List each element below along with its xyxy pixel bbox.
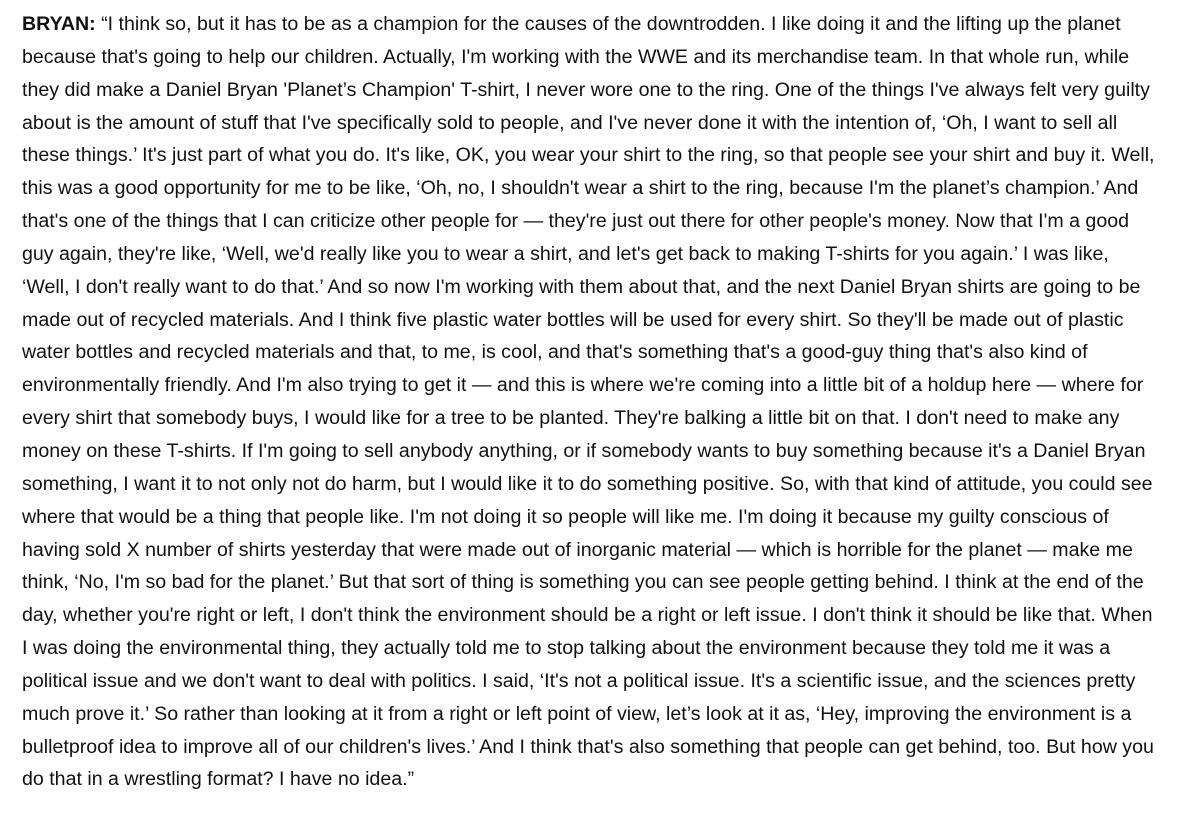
quote-text: “I think so, but it has to be as a champion for the causes of the downtrodden. I like doing it and the lifting up the planet because that's going to help our children. Actually, I'm working with the WWE and its merchandise team. In that whole run, while they did make a Daniel Bryan 'Planet’s Champion' T-shirt, I never wore one to the ring. One of the things I've always felt very guilty about is the amount of stuff that I've specifically sold to people, and I've never done it with the intention of, ‘Oh, I want to sell all these things.’ It's just part of what you do. It's like, OK, you wear your shirt to the ring, so that people see your shirt and buy it. Well, this was a good opportunity for me to be like, ‘Oh, no, I shouldn't wear a shirt to the ring, because I'm the planet’s champion.’ And that's one of the things that I can criticize other people for — they're just out there for other people's money. Now that I'm a good guy again, they're like, ‘Well, we'd really like you to wear a shirt, and let's get back to making T-shirts for you again.’ I was like, ‘Well, I don't really want to do that.’ And so now I'm working with them about that, and the next Daniel Bryan shirts are going to be made out of recycled materials. And I think five plastic water bottles will be used for every shirt. So they'll be made out of plastic water bottles and recycled materials and that, to me, is cool, and that's something that's a good-guy thing that's also kind of environmentally friendly. And I'm also trying to get it — and this is where we're coming into a little bit of a holdup here — where for every shirt that somebody buys, I would like for a tree to be planted. They're balking a little bit on that. I don't need to make any money on these T-shirts. If I'm going to sell anybody anything, or if somebody wants to buy something because it's a Daniel Bryan something, I want it to not only not do harm, but I would like it to do something positive. So, with that kind of attitude, you could see where that would be a thing that people like. I'm not doing it so people will like me. I'm doing it because my guilty conscious of having sold X number of shirts yesterday that were made out of inorganic material — which is horrible for the planet — make me think, ‘No, I'm so bad for the planet.’ But that sort of thing is something you can see people getting behind. I think at the end of the day, whether you're right or left, I don't think the environment should be a right or left issue. I don't think it should be like that. When I was doing the environmental thing, they actually told me to stop talking about the environment because they told me it was a political issue and we don't want to deal with politics. I said, ‘It's not a political issue. It's a scientific issue, and the sciences pretty much prove it.’ So rather than looking at it from a right or left point of view, let’s look at it as, ‘Hey, improving the environment is a bulletproof idea to improve all of our children's lives.’ And I think that's also something that people can get behind, too. But how you do that in a wrestling format? I have no idea.” bbox=[22, 13, 1155, 791]
speaker-label: BRYAN: bbox=[22, 13, 96, 35]
interview-answer-paragraph bbox=[22, 8, 1160, 796]
